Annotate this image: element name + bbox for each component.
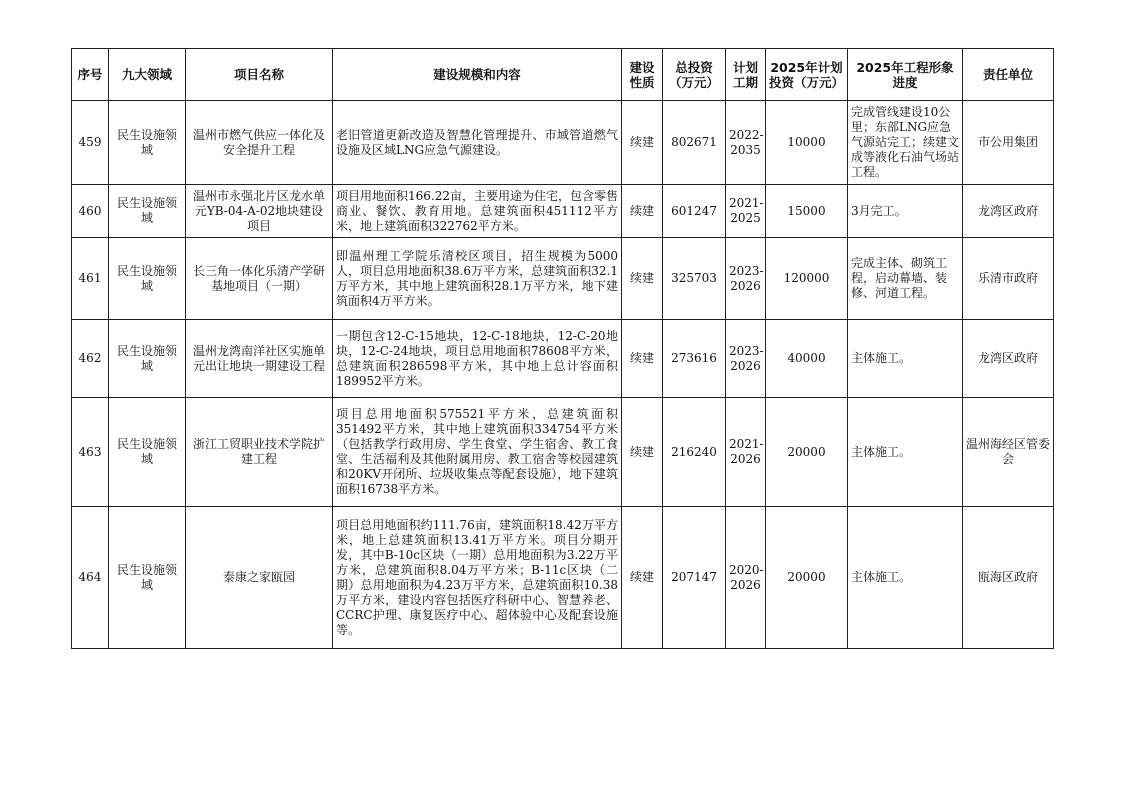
table-row bbox=[72, 507, 1054, 649]
total-investment-cell: 601247 bbox=[663, 185, 726, 238]
nature-cell: 续建 bbox=[622, 320, 663, 398]
field-cell: 民生设施领域 bbox=[109, 507, 186, 649]
scale-cell: 一期包含12-C-15地块，12-C-18地块，12-C-20地块，12-C-24地块，项目总用地面积78608平方米，总建筑面积286598平方米，其中地上总计容面积189952平方米。 bbox=[333, 320, 622, 398]
table-row bbox=[72, 238, 1054, 320]
plan-2025-cell: 120000 bbox=[766, 238, 848, 320]
plan-2025-cell: 10000 bbox=[766, 101, 848, 185]
nature-cell: 续建 bbox=[622, 238, 663, 320]
plan-2025-cell: 20000 bbox=[766, 507, 848, 649]
table-row bbox=[72, 398, 1054, 507]
field-cell: 民生设施领域 bbox=[109, 101, 186, 185]
nature-cell: 续建 bbox=[622, 398, 663, 507]
total-investment-cell: 802671 bbox=[663, 101, 726, 185]
period-cell: 2023-2026 bbox=[726, 320, 766, 398]
header-total: 总投资（万元） bbox=[663, 49, 726, 101]
plan-2025-cell: 20000 bbox=[766, 398, 848, 507]
header-nature: 建设性质 bbox=[622, 49, 663, 101]
nature-cell: 续建 bbox=[622, 507, 663, 649]
field-cell: 民生设施领域 bbox=[109, 238, 186, 320]
header-field: 九大领域 bbox=[109, 49, 186, 101]
progress-cell: 3月完工。 bbox=[848, 185, 963, 238]
header-scale: 建设规模和内容 bbox=[333, 49, 622, 101]
header-plan-2025: 2025年计划投资（万元） bbox=[766, 49, 848, 101]
field-cell: 民生设施领域 bbox=[109, 398, 186, 507]
project-name-cell: 长三角一体化乐清产学研基地项目（一期） bbox=[186, 238, 333, 320]
seq-cell: 461 bbox=[72, 238, 109, 320]
unit-cell: 龙湾区政府 bbox=[963, 320, 1054, 398]
seq-cell: 460 bbox=[72, 185, 109, 238]
unit-cell: 龙湾区政府 bbox=[963, 185, 1054, 238]
period-cell: 2021-2025 bbox=[726, 185, 766, 238]
unit-cell: 温州海经区管委会 bbox=[963, 398, 1054, 507]
field-cell: 民生设施领域 bbox=[109, 185, 186, 238]
project-table bbox=[71, 48, 1054, 649]
header-row bbox=[72, 49, 1054, 101]
header-period: 计划工期 bbox=[726, 49, 766, 101]
scale-cell: 即温州理工学院乐清校区项目，招生规模为5000人，项目总用地面积38.6万平方米，总建筑面积32.1万平方米，其中地上建筑面积28.1万平方米，地下建筑面积4万平方米。 bbox=[333, 238, 622, 320]
total-investment-cell: 216240 bbox=[663, 398, 726, 507]
period-cell: 2022-2035 bbox=[726, 101, 766, 185]
progress-cell: 主体施工。 bbox=[848, 398, 963, 507]
period-cell: 2020-2026 bbox=[726, 507, 766, 649]
scale-cell: 项目用地面积166.22亩，主要用途为住宅，包含零售商业、餐饮、教育用地。总建筑面积451112平方米，地上建筑面积322762平方米。 bbox=[333, 185, 622, 238]
unit-cell: 市公用集团 bbox=[963, 101, 1054, 185]
project-name-cell: 浙江工贸职业技术学院扩建工程 bbox=[186, 398, 333, 507]
progress-cell: 完成主体、砌筑工程，启动幕墙、装修、河道工程。 bbox=[848, 238, 963, 320]
scale-cell: 项目总用地面积575521平方米，总建筑面积351492平方米，其中地上建筑面积334754平方米（包括教学行政用房、学生食堂、学生宿舍、教工食堂、生活福利及其他附属用房、教工宿舍等校园建筑和20KV开闭所、垃圾收集点等配套设施），地下建筑面积16738平方米。 bbox=[333, 398, 622, 507]
nature-cell: 续建 bbox=[622, 101, 663, 185]
progress-cell: 主体施工。 bbox=[848, 507, 963, 649]
seq-cell: 459 bbox=[72, 101, 109, 185]
project-name-cell: 温州龙湾南洋社区实施单元出让地块一期建设工程 bbox=[186, 320, 333, 398]
progress-cell: 主体施工。 bbox=[848, 320, 963, 398]
total-investment-cell: 207147 bbox=[663, 507, 726, 649]
project-name-cell: 泰康之家瓯园 bbox=[186, 507, 333, 649]
project-name-cell: 温州市永强北片区龙水单元YB-04-A-02地块建设项目 bbox=[186, 185, 333, 238]
plan-2025-cell: 40000 bbox=[766, 320, 848, 398]
field-cell: 民生设施领域 bbox=[109, 320, 186, 398]
unit-cell: 乐清市政府 bbox=[963, 238, 1054, 320]
nature-cell: 续建 bbox=[622, 185, 663, 238]
total-investment-cell: 325703 bbox=[663, 238, 726, 320]
header-seq: 序号 bbox=[72, 49, 109, 101]
table-row bbox=[72, 320, 1054, 398]
table-row bbox=[72, 185, 1054, 238]
period-cell: 2023-2026 bbox=[726, 238, 766, 320]
seq-cell: 463 bbox=[72, 398, 109, 507]
header-name: 项目名称 bbox=[186, 49, 333, 101]
table-row bbox=[72, 101, 1054, 185]
header-progress-2025: 2025年工程形象进度 bbox=[848, 49, 963, 101]
seq-cell: 464 bbox=[72, 507, 109, 649]
progress-cell: 完成管线建设10公里；东部LNG应急气源站完工；续建文成等液化石油气场站工程。 bbox=[848, 101, 963, 185]
period-cell: 2021-2026 bbox=[726, 398, 766, 507]
header-unit: 责任单位 bbox=[963, 49, 1054, 101]
seq-cell: 462 bbox=[72, 320, 109, 398]
plan-2025-cell: 15000 bbox=[766, 185, 848, 238]
total-investment-cell: 273616 bbox=[663, 320, 726, 398]
scale-cell: 老旧管道更新改造及智慧化管理提升、市域管道燃气设施及区域LNG应急气源建设。 bbox=[333, 101, 622, 185]
project-name-cell: 温州市燃气供应一体化及安全提升工程 bbox=[186, 101, 333, 185]
scale-cell: 项目总用地面积约111.76亩，建筑面积18.42万平方米，地上总建筑面积13.41万平方米。项目分期开发，其中B-10c区块（一期）总用地面积为3.22万平方米，总建筑面积8.04万平方米；B-11c区块（二期）总用地面积为4.23万平方米，总建筑面积10.38万平方米，建设内容包括医疗科研中心、智慧养老、CCRC护理、康复医疗中心、超体验中心及配套设施等。 bbox=[333, 507, 622, 649]
unit-cell: 瓯海区政府 bbox=[963, 507, 1054, 649]
